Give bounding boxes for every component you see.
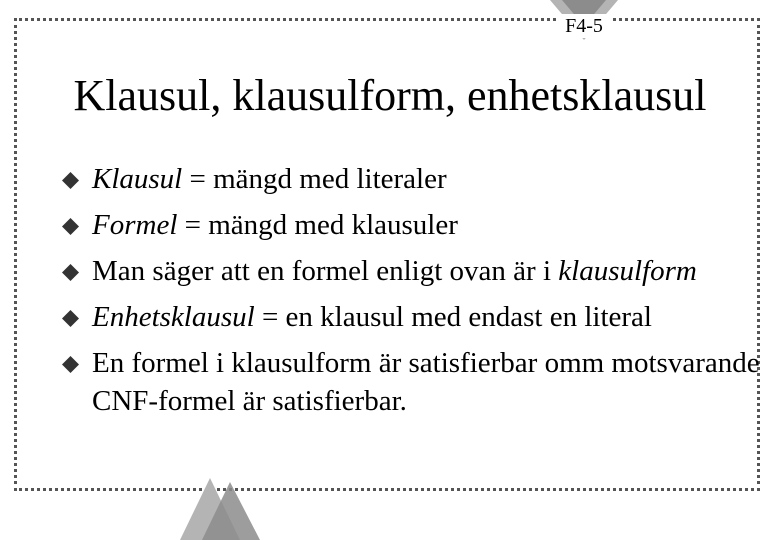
bullet-term: klausulform (558, 255, 697, 287)
bullet-term: Klausul (92, 163, 183, 195)
slide-number: F4-5 (558, 14, 610, 38)
bullet-text: = mängd med klausuler (177, 209, 458, 241)
bullet-item (62, 298, 762, 336)
slide-title: Klausul, klausulform, enhetsklausul (73, 71, 707, 120)
bullet-text: = mängd med literaler (182, 163, 447, 195)
bullet-item (62, 252, 762, 290)
bullet-term: Formel (92, 209, 178, 241)
bullet-text: En formel i klausulform är satisfierbar omm motsvarande CNF-formel är satisfierbar. (92, 347, 760, 417)
bullet-item (62, 160, 762, 198)
bullet-item (62, 344, 762, 420)
triangle-stack-icon (180, 478, 272, 540)
bullet-item (62, 206, 762, 244)
bullet-text: Man säger att en formel enligt ovan är i (92, 255, 559, 287)
diamond-bullet-icon (62, 356, 79, 373)
diamond-bullet-icon (62, 172, 79, 189)
diamond-bullet-icon (62, 310, 79, 327)
diamond-bullet-icon (62, 218, 79, 235)
diamond-bullet-icon (62, 264, 79, 281)
bullet-text: = en klausul med endast en literal (254, 301, 652, 333)
bullet-term: Enhetsklausul (92, 301, 255, 333)
bullet-list (62, 160, 762, 428)
